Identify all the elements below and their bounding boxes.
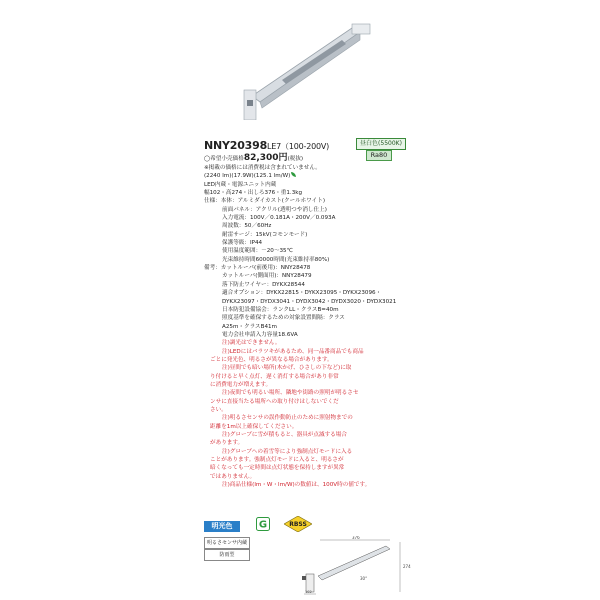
spec-line: A25m・クラスB41m	[222, 323, 278, 330]
note-line: 注)明るさセンサの誤作動防止のために照射物までの	[222, 415, 353, 422]
angle-label: 30°	[360, 576, 368, 581]
svg-text:G: G	[258, 519, 268, 531]
note-line: 注)調光はできません。	[222, 340, 281, 347]
svg-text:RBSS: RBSS	[289, 521, 307, 528]
rainproof-tag: 防雨型	[204, 549, 250, 561]
note-line: 注)グローブに雪が積もると、器具が点滅する場合	[222, 432, 347, 438]
g-mark-icon	[256, 517, 270, 531]
spec-line: 保護等級：IP44	[222, 240, 263, 247]
spec-line: 入力電流：100V／0.181A・200V／0.093A	[222, 215, 336, 222]
spec-line: 落下防止ワイヤー：DYKX28544	[222, 281, 305, 288]
model-suffix: LE7（100-200V)	[267, 142, 330, 151]
price-line	[204, 153, 414, 164]
note-line: さい。	[210, 406, 227, 413]
width-label: 376	[352, 536, 360, 540]
spec-line: 照度基準を確保するための対象設置間隔：クラス	[222, 315, 345, 322]
note-line: ことがあります。強制点灯モードに入ると、明るさが	[210, 457, 344, 464]
note-line: 距離を1m以上確保してください。	[210, 423, 298, 430]
daylight-color-badge: 明光色	[204, 521, 240, 532]
note-line: 注)夜間でも明るい場所、隣地や街路の照明が明るさセ	[222, 390, 359, 397]
price-tax: (税抜)	[287, 156, 304, 162]
sensor-tag: 明るさセンサ内蔵	[204, 537, 250, 549]
price-prefix: ◯希望小売価格	[204, 156, 244, 162]
spec-line: 適合オプション：DYKX22815・DYKX23095・DYKX23096・	[222, 290, 382, 297]
model-number: NNY20398	[204, 139, 268, 152]
dimension-diagram	[300, 536, 430, 596]
spec-line: カットルーバ(側面用)：NNY28479	[222, 273, 312, 280]
spec-line: 前面パネル：アクリル(透明つや消し仕上)	[222, 206, 327, 213]
spec-line: 幅102・高274・出しろ376・重1.3kg	[204, 190, 303, 197]
note-line: ンサに直接当たる場所への取り付けはしないでくだ	[210, 398, 339, 405]
spec-line: 仕様：本体：アルミダイカスト(クールホワイト)	[204, 198, 326, 205]
spec-line: LED内蔵・電源ユニット内蔵	[204, 181, 277, 188]
spec-line: DYKX23097・DYDX3041・DYDX3042・DYDX3020・DYDX3021	[222, 298, 397, 305]
base-label: 102	[305, 590, 312, 594]
spec-line: 耐雷サージ：15kV(コモンモード)	[222, 231, 308, 238]
product-model	[204, 139, 329, 152]
price-value: 82,300円	[243, 153, 288, 163]
note-line: 注)昼間でも暗い場所(木かげ、ひさしの下など)に取	[222, 365, 352, 372]
spec-line: ※掲載の価格には消費税は含まれていません。	[204, 165, 321, 171]
spec-line: 電力会社申請入力容量18.6VA	[222, 331, 298, 338]
note-line: 注)商品仕様(lm・W・lm/W)の数値は、100V時の値です。	[222, 482, 371, 489]
spec-line: 周波数：50／60Hz	[222, 223, 272, 230]
spec-line: 使用温度範囲：－20～35℃	[222, 248, 293, 255]
note-line: に消費電力が増えます。	[210, 381, 272, 388]
note-line: ではありません。	[210, 473, 256, 480]
spec-line: 備考：カットルーバ(前後用)：NNY28478	[204, 265, 311, 272]
note-line: ごとに発光色、明るさが異なる場合があります。	[210, 356, 333, 363]
color-temperature-badge: 昼白色(5500K)	[356, 138, 406, 150]
note-line: 注)LEDにはバラツキがあるため、同一品番商品でも商品	[222, 348, 364, 355]
note-line: り付けると早く点灯、遅く消灯する場合があり非常	[210, 373, 339, 380]
leaf-icon	[291, 172, 296, 177]
ra-badge: Ra80	[366, 150, 392, 161]
note-line: があります。	[210, 440, 244, 447]
product-photo	[232, 10, 372, 120]
spec-line: 光束維持時間60000時間(光束維持率80%)	[222, 256, 330, 263]
spec-line-lumen: (2240 lm)(17.9W)(125.1 lm/W)	[204, 172, 414, 180]
rbss-mark-icon	[284, 516, 312, 532]
note-line: 暗くなっても一定時間は点灯状態を保持しますが異常	[210, 465, 345, 472]
spec-text-block	[204, 153, 414, 489]
height-label: 274	[403, 564, 411, 569]
spec-line: 日本防犯設備協会：ランクLL・クラスB=40m	[222, 306, 339, 313]
note-line: 注)グローブへの着雪等により強制点灯モードに入る	[222, 448, 353, 455]
